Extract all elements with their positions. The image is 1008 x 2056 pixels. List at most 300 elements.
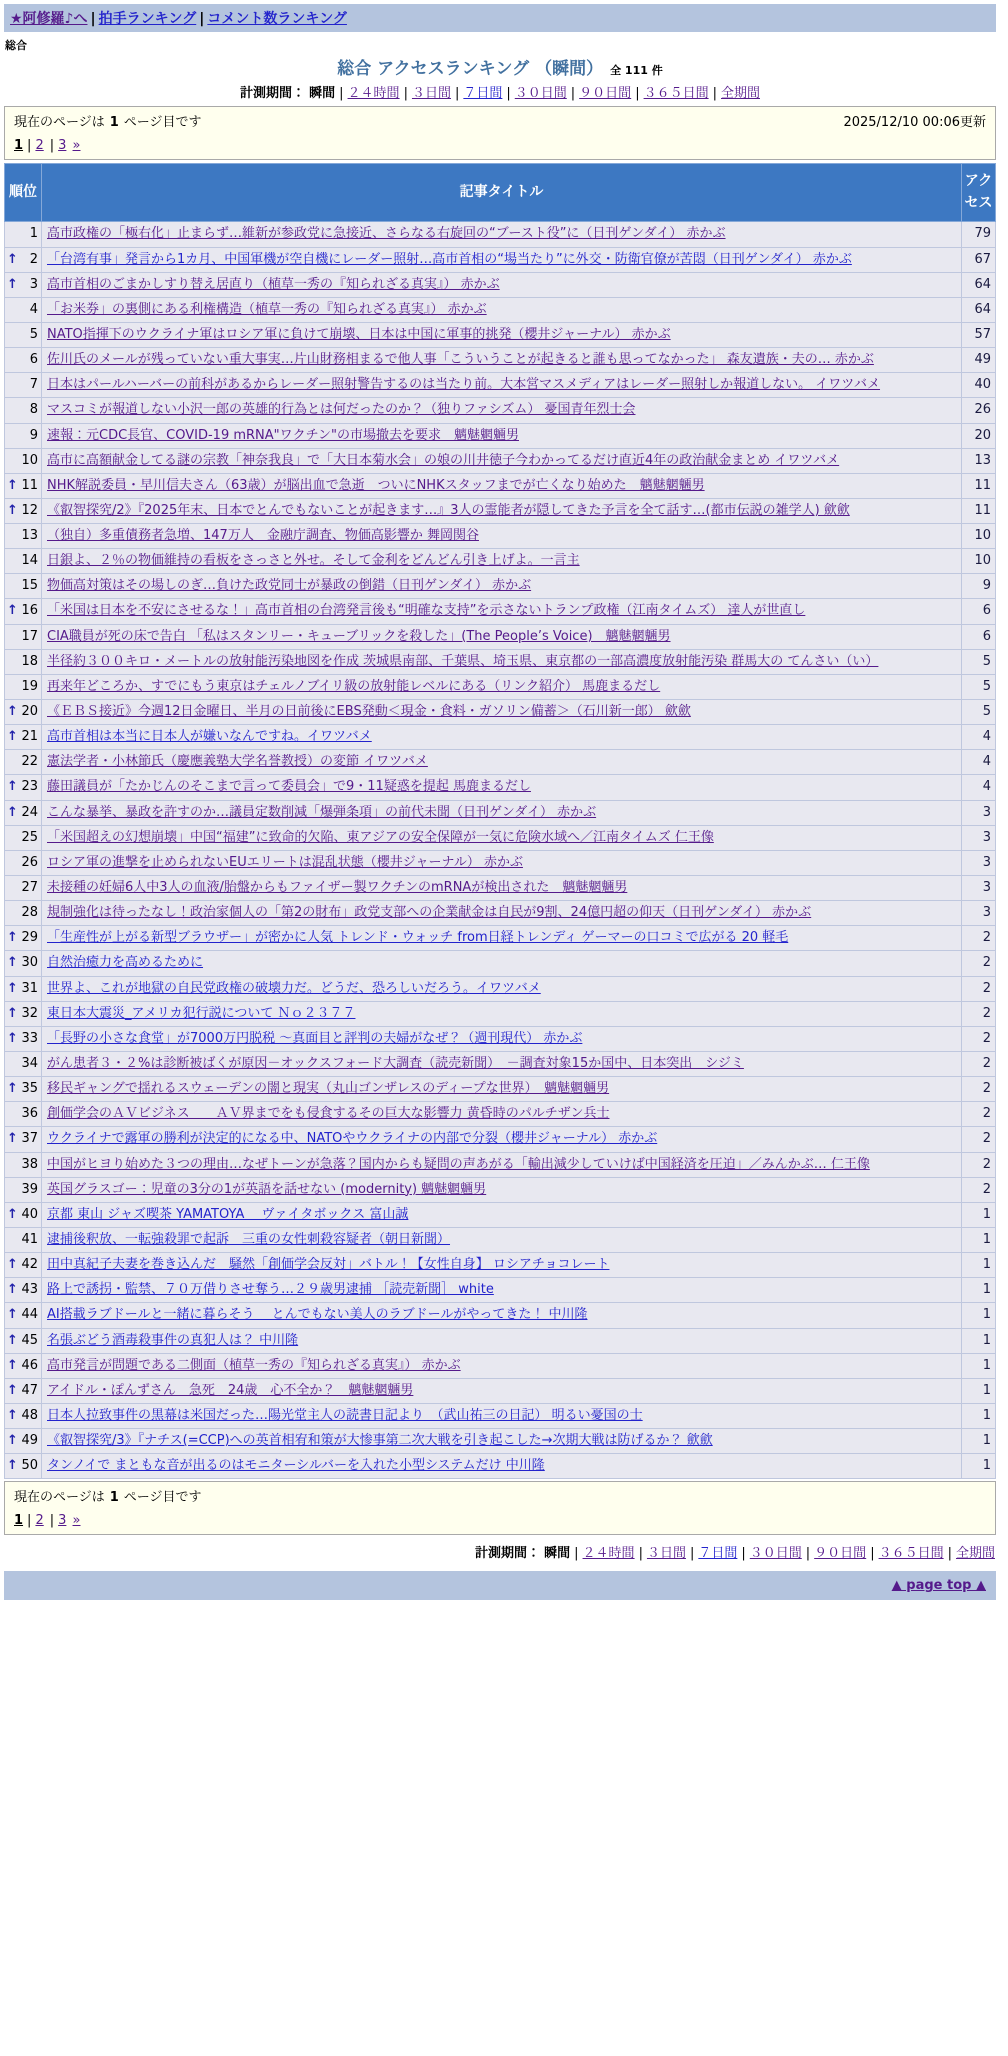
table-row — [5, 700, 996, 725]
access-count: 2 — [962, 976, 996, 1001]
article-title-cell — [42, 247, 962, 272]
page-info-box-bottom — [4, 1481, 996, 1535]
article-link[interactable]: 中国がヒヨり始めた３つの理由…なぜトーンが急落？国内からも疑問の声あがる「輸出減少していけば中国経済を圧迫」／みんかぶ… 仁王像 — [47, 1156, 870, 1172]
article-title-cell — [42, 1253, 962, 1278]
access-count: 13 — [962, 448, 996, 473]
rank-cell: 6 — [5, 348, 42, 373]
rank-cell: 14 — [5, 549, 42, 574]
nav-link-comment-ranking[interactable]: コメント数ランキング — [207, 11, 347, 27]
rank-up-arrow-icon: ↑ — [7, 980, 18, 996]
current-page-number: 1 — [109, 115, 119, 130]
page-title: 総合 アクセスランキング （瞬間） — [337, 59, 604, 79]
table-row — [5, 775, 996, 800]
article-link[interactable]: 《ＥＢＳ接近》今週12日金曜日、半月の日前後にEBS発動＜現金・食料・ガソリン備蓄＞（石川新一郎） 歛歛 — [47, 704, 691, 720]
rank-cell: ↑ 2 — [5, 247, 42, 272]
access-count: 4 — [962, 775, 996, 800]
rank-cell: ↑ 44 — [5, 1303, 42, 1328]
rank-cell: 25 — [5, 825, 42, 850]
table-row — [5, 926, 996, 951]
rank-cell: ↑ 50 — [5, 1454, 42, 1479]
rank-up-arrow-icon: ↑ — [7, 704, 18, 720]
pagination-separator: | — [27, 138, 32, 153]
article-link[interactable]: ウクライナで露軍の勝利が決定的になる中、NATOやウクライナの内部で分裂（櫻井ジャーナル） 赤かぶ — [47, 1131, 658, 1147]
rank-cell: ↑ 3 — [5, 272, 42, 297]
article-title-cell — [42, 297, 962, 322]
article-title-cell — [42, 1202, 962, 1227]
article-title-cell — [42, 976, 962, 1001]
rank-cell: 41 — [5, 1228, 42, 1253]
rank-cell: ↑ 42 — [5, 1253, 42, 1278]
table-row — [5, 674, 996, 699]
access-count: 1 — [962, 1429, 996, 1454]
rank-cell: ↑ 11 — [5, 473, 42, 498]
article-title-cell — [42, 599, 962, 624]
article-title-cell — [42, 1152, 962, 1177]
rank-cell: ↑ 32 — [5, 1001, 42, 1026]
pagination-page-link[interactable]: 3 — [58, 1513, 67, 1529]
access-count: 2 — [962, 1052, 996, 1077]
access-count: 40 — [962, 373, 996, 398]
table-row — [5, 1077, 996, 1102]
rank-up-arrow-icon: ↑ — [7, 251, 18, 267]
article-link[interactable]: 自然治癒力を高めるために — [47, 955, 204, 971]
article-link[interactable]: 「米国は日本を不安にさせるな！」高市首相の台湾発言後も“明確な支持”を示さないトランプ政権（江南タイムズ） 達人が世直し — [47, 603, 806, 619]
period-current: 瞬間 — [309, 86, 336, 101]
ranking-table — [4, 163, 996, 1479]
table-row — [5, 1102, 996, 1127]
period-option-link[interactable]: ９０日間 — [814, 1546, 867, 1562]
rank-cell: ↑ 29 — [5, 926, 42, 951]
article-title-cell — [42, 725, 962, 750]
article-link[interactable]: 「台湾有事」発言から1カ月、中国軍機が空自機にレーダー照射…高市首相の“場当たり”に外交・防衛官僚が苦悶（日刊ゲンダイ） 赤かぶ — [47, 251, 852, 267]
period-separator: | — [506, 86, 511, 101]
article-link[interactable]: がん患者３・２%は診断被ばくが原因－オックスフォード大調査（読売新聞） －調査対象15か国中、日本突出 シジミ — [47, 1056, 744, 1072]
rank-cell: 8 — [5, 398, 42, 423]
access-count: 3 — [962, 850, 996, 875]
pagination-separator: | — [49, 1513, 55, 1529]
rank-up-arrow-icon: ↑ — [7, 1282, 18, 1298]
table-row — [5, 348, 996, 373]
article-link[interactable]: 名張ぶどう酒毒殺事件の真犯人は？ 中川隆 — [47, 1332, 299, 1348]
table-row — [5, 1127, 996, 1152]
rank-up-arrow-icon: ↑ — [7, 1332, 18, 1348]
article-link[interactable]: 創価学会のＡＶビジネス ＡＶ界までをも侵食するその巨大な影響力 黄昏時のパルチザン兵士 — [47, 1106, 610, 1122]
access-count: 6 — [962, 599, 996, 624]
pagination-next-link[interactable]: » — [72, 1513, 81, 1529]
rank-up-arrow-icon: ↑ — [7, 1005, 18, 1021]
rank-up-arrow-icon: ↑ — [7, 1382, 18, 1398]
access-count: 1 — [962, 1278, 996, 1303]
rank-cell: 36 — [5, 1102, 42, 1127]
rank-up-arrow-icon: ↑ — [7, 1257, 18, 1273]
period-option-link[interactable]: ３６５日間 — [878, 1546, 944, 1562]
article-title-cell — [42, 398, 962, 423]
rank-cell: 28 — [5, 901, 42, 926]
rank-up-arrow-icon: ↑ — [7, 276, 18, 292]
rank-cell: ↑ 40 — [5, 1202, 42, 1227]
article-title-cell — [42, 448, 962, 473]
article-link[interactable]: CIA職員が死の床で告白 「私はスタンリー・キューブリックを殺した」(The People’s Voice) 魑魅魍魎男 — [47, 628, 671, 644]
access-count: 2 — [962, 1177, 996, 1202]
article-title-cell — [42, 1228, 962, 1253]
rank-up-arrow-icon: ↑ — [7, 502, 18, 518]
table-row — [5, 825, 996, 850]
access-count: 11 — [962, 498, 996, 523]
article-link[interactable]: こんな暴挙、暴政を許すのか…議員定数削減「爆弾条項」の前代未聞（日刊ゲンダイ） 赤かぶ — [47, 804, 597, 820]
article-link[interactable]: NHK解説委員・早川信夫さん（63歳）が脳出血で急逝 ついにNHKスタッフまでが亡くなり始めた 魑魅魍魎男 — [47, 477, 705, 493]
rank-cell: ↑ 48 — [5, 1403, 42, 1428]
access-count: 2 — [962, 1102, 996, 1127]
rank-up-arrow-icon: ↑ — [7, 729, 18, 745]
rank-cell: ↑ 35 — [5, 1077, 42, 1102]
nav-separator: | — [90, 11, 96, 27]
article-link[interactable]: アイドル・ぽんずさん 急死 24歳 心不全か？ 魑魅魍魎男 — [47, 1382, 414, 1398]
rank-cell: ↑ 37 — [5, 1127, 42, 1152]
article-link[interactable]: 高市に高額献金してる謎の宗教「神奈我良」で「大日本菊水会」の娘の川井徳子今わかってるだけ直近4年の政治献金まとめ イワツバメ — [47, 452, 840, 468]
period-separator: | — [741, 1546, 746, 1562]
article-title-cell — [42, 473, 962, 498]
nav-link-home[interactable]: ★阿修羅♪へ — [10, 11, 88, 27]
rank-cell: ↑ 45 — [5, 1328, 42, 1353]
table-row — [5, 951, 996, 976]
period-option-link[interactable]: ３日間 — [646, 1546, 686, 1562]
article-link[interactable]: 藤田議員が「たかじんのそこまで言って委員会」で9・11疑惑を提起 馬鹿まるだし — [47, 779, 531, 795]
rank-cell: ↑ 20 — [5, 700, 42, 725]
pagination-current-page: 1 — [14, 1513, 24, 1529]
article-title-cell — [42, 272, 962, 297]
period-option-link[interactable]: ３６５日間 — [643, 86, 709, 101]
article-link[interactable]: 日本人拉致事件の黒幕は米国だった…陽光堂主人の読書日記より （武山祐三の日記） 明るい憂国の士 — [47, 1407, 643, 1423]
table-row — [5, 1278, 996, 1303]
article-link[interactable]: 半径約３００キロ・メートルの放射能汚染地図を作成 茨城県南部、千葉県、埼玉県、東京都の一部高濃度放射能汚染 群馬大の てんさい（い） — [47, 653, 879, 669]
table-row — [5, 1228, 996, 1253]
ranking-table-body — [5, 222, 996, 1479]
rank-cell: 4 — [5, 297, 42, 322]
article-title-cell — [42, 1077, 962, 1102]
nav-separator: | — [199, 11, 205, 27]
article-title-cell — [42, 222, 962, 247]
table-row — [5, 272, 996, 297]
table-row — [5, 1052, 996, 1077]
article-link[interactable]: （独自）多重債務者急増、147万人 金融庁調査、物価高影響か 舞岡関谷 — [47, 528, 479, 544]
article-title-cell — [42, 348, 962, 373]
rank-up-arrow-icon: ↑ — [7, 1357, 18, 1373]
article-link[interactable]: 英国グラスゴー：児童の3分の1が英語を話せない (modernity) 魑魅魍魎男 — [47, 1181, 487, 1197]
period-separator: | — [403, 86, 408, 101]
period-separator: | — [805, 1546, 811, 1562]
table-row — [5, 624, 996, 649]
period-option-link[interactable]: ２４時間 — [582, 1546, 635, 1562]
access-count: 2 — [962, 1001, 996, 1026]
period-option-link[interactable]: ３０日間 — [514, 86, 567, 101]
rank-up-arrow-icon: ↑ — [7, 930, 18, 946]
rank-up-arrow-icon: ↑ — [7, 779, 18, 795]
period-separator: | — [870, 1546, 875, 1562]
article-link[interactable]: 憲法学者・小林節氏（慶應義塾大学名誉教授）の変節 イワツバメ — [47, 754, 428, 770]
rank-cell: ↑ 24 — [5, 800, 42, 825]
article-link[interactable]: 未接種の妊婦6人中3人の血液/胎盤からもファイザー製ワクチンのmRNAが検出された 魑魅魍魎男 — [47, 880, 628, 896]
table-row — [5, 1328, 996, 1353]
title-line — [4, 54, 996, 79]
table-row — [5, 297, 996, 322]
article-link[interactable]: 高市首相は本当に日本人が嫌いなんですね。イワツバメ — [47, 729, 372, 745]
access-count: 5 — [962, 674, 996, 699]
page-info-box-top — [4, 106, 996, 160]
rank-cell: ↑ 47 — [5, 1378, 42, 1403]
table-row — [5, 725, 996, 750]
article-link[interactable]: 移民ギャングで揺れるスウェーデンの闇と現実（丸山ゴンザレスのディープな世界） 魑魅魍魎男 — [47, 1081, 610, 1097]
access-column-header: アクセス — [962, 164, 996, 222]
rank-cell: 38 — [5, 1152, 42, 1177]
rank-cell: ↑ 16 — [5, 599, 42, 624]
article-title-cell — [42, 1001, 962, 1026]
table-row — [5, 850, 996, 875]
table-row — [5, 498, 996, 523]
table-header-row — [5, 164, 996, 222]
rank-cell: 18 — [5, 649, 42, 674]
article-title-cell — [42, 1177, 962, 1202]
table-row — [5, 1152, 996, 1177]
article-title-cell — [42, 423, 962, 448]
access-count: 79 — [962, 222, 996, 247]
table-row — [5, 649, 996, 674]
article-link[interactable]: 東日本大震災_アメリカ犯行説について Ｎｏ２３７７ — [47, 1005, 356, 1021]
article-link[interactable]: 日銀よ、２％の物価維持の看板をさっさと外せ。そして金利をどんどん引き上げよ。一言主 — [47, 553, 580, 569]
pagination-separator: | — [49, 138, 55, 153]
article-link[interactable]: 「長野の小さな食堂」が7000万円脱税 〜真面目と評判の夫婦がなぜ？（週刊現代） 赤かぶ — [47, 1030, 583, 1046]
page-top-bar — [4, 1571, 996, 1600]
article-link[interactable]: 路上で誘拐・監禁、７０万借りさせ奪う…２９歳男逮捕 ［読売新聞］ white — [47, 1282, 494, 1298]
rank-up-arrow-icon: ↑ — [7, 1030, 18, 1046]
rank-cell: 9 — [5, 423, 42, 448]
table-row — [5, 1001, 996, 1026]
total-count: 全 111 件 — [610, 64, 663, 77]
table-row — [5, 1177, 996, 1202]
access-count: 11 — [962, 473, 996, 498]
access-count: 4 — [962, 750, 996, 775]
access-count: 10 — [962, 549, 996, 574]
table-row — [5, 1202, 996, 1227]
top-nav-bar — [4, 4, 996, 32]
period-label: 計測期間： — [474, 1546, 540, 1562]
article-link[interactable]: 規制強化は待ったなし！政治家個人の「第2の財布」政党支部への企業献金は自民が9割、24億円超の仰天（日刊ゲンダイ） 赤かぶ — [47, 905, 812, 921]
table-row — [5, 1378, 996, 1403]
article-title-cell — [42, 1378, 962, 1403]
access-count: 2 — [962, 1127, 996, 1152]
article-title-cell — [42, 524, 962, 549]
table-row — [5, 247, 996, 272]
article-link[interactable]: 「お米券」の裏側にある利権構造（植草一秀の『知られざる真実』） 赤かぶ — [47, 301, 487, 317]
access-count: 3 — [962, 800, 996, 825]
rank-cell: 26 — [5, 850, 42, 875]
period-current: 瞬間 — [544, 1546, 571, 1562]
access-count: 9 — [962, 574, 996, 599]
article-link[interactable]: 佐川氏のメールが残っていない重大事実…片山財務相まるで他人事「こういうことが起きると誰も思ってなかった」 森友遺族・夫の… 赤かぶ — [47, 352, 874, 368]
article-link[interactable]: 高市発言が問題である二側面（植草一秀の『知られざる真実』） 赤かぶ — [47, 1357, 461, 1373]
pagination-separator: | — [27, 1513, 32, 1529]
table-row — [5, 398, 996, 423]
table-row — [5, 524, 996, 549]
pagination-top — [14, 138, 986, 153]
article-title-cell — [42, 373, 962, 398]
rank-cell: 22 — [5, 750, 42, 775]
article-title-cell — [42, 1454, 962, 1479]
period-option-link[interactable]: ７日間 — [463, 86, 503, 101]
table-row — [5, 599, 996, 624]
access-count: 6 — [962, 624, 996, 649]
article-link[interactable]: 世界よ、これが地獄の自民党政権の破壊力だ。どうだ、恐ろしいだろう。イワツバメ — [47, 980, 541, 996]
article-link[interactable]: 「米国超えの幻想崩壊」中国“福建”に致命的欠陥、東アジアの安全保障が一気に危険水域へ／江南タイムズ 仁王像 — [47, 829, 714, 845]
current-page-number: 1 — [109, 1490, 119, 1506]
rank-cell: ↑ 21 — [5, 725, 42, 750]
access-count: 26 — [962, 398, 996, 423]
article-title-cell — [42, 1278, 962, 1303]
article-link[interactable]: 逮捕後釈放、一転強殺罪で起訴 三重の女性刺殺容疑者（朝日新聞） — [47, 1232, 451, 1247]
article-title-cell — [42, 649, 962, 674]
article-link[interactable]: 日本はパールハーバーの前科があるからレーダー照射警告するのは当たり前。大本営マスメディアはレーダー照射しか報道しない。 イワツバメ — [47, 377, 881, 393]
access-count: 1 — [962, 1303, 996, 1328]
article-title-cell — [42, 825, 962, 850]
rank-cell: ↑ 23 — [5, 775, 42, 800]
period-label: 計測期間： — [239, 86, 305, 101]
period-option-link[interactable]: ２４時間 — [347, 86, 400, 101]
period-separator: | — [339, 86, 344, 101]
table-row — [5, 1403, 996, 1428]
rank-up-arrow-icon: ↑ — [7, 1081, 18, 1097]
pagination-page-link[interactable]: 2 — [35, 138, 44, 153]
rank-cell: 5 — [5, 322, 42, 347]
page-position-text: 現在のページは 1 ページ目です — [14, 1490, 202, 1506]
article-title-cell — [42, 1429, 962, 1454]
nav-link-clap-ranking[interactable]: 拍手ランキング — [98, 11, 197, 27]
period-option-link[interactable]: ３０日間 — [749, 1546, 802, 1562]
table-row — [5, 549, 996, 574]
article-link[interactable]: 再来年どころか、すでにもう東京はチェルノブイリ級の放射能レベルにある（リンク紹介） 馬鹿まるだし — [47, 678, 661, 694]
article-link[interactable]: AI搭載ラブドールと一緒に暮らそう ＿とんでもない美人のラブドールがやってきた！ 中川隆 — [47, 1307, 588, 1323]
table-row — [5, 876, 996, 901]
period-separator: | — [570, 86, 576, 101]
article-link[interactable]: 高市首相のごまかしすり替え居直り（植草一秀の『知られざる真実』） 赤かぶ — [47, 276, 500, 292]
table-row — [5, 423, 996, 448]
article-link[interactable]: 《叡智探究/3》『ナチス(=CCP)への英首相宥和策が大惨事第二次大戦を引き起こした→次期大戦は防げるか？ 歛歛 — [47, 1433, 713, 1449]
rank-cell: 27 — [5, 876, 42, 901]
period-option-link[interactable]: ９０日間 — [579, 86, 632, 101]
rank-cell: 19 — [5, 674, 42, 699]
access-count: 1 — [962, 1202, 996, 1227]
table-row — [5, 1026, 996, 1051]
pagination-page-link[interactable]: 3 — [58, 138, 67, 153]
period-separator: | — [454, 86, 460, 101]
rank-cell: ↑ 30 — [5, 951, 42, 976]
article-link[interactable]: タンノイで まともな音が出るのはモニターシルバーを入れた小型システムだけ 中川隆 — [47, 1458, 545, 1474]
rank-up-arrow-icon: ↑ — [7, 955, 18, 971]
rank-cell: 17 — [5, 624, 42, 649]
table-row — [5, 1253, 996, 1278]
period-separator: | — [947, 1546, 952, 1562]
article-link[interactable]: 田中真紀子夫妻を巻き込んだ 騒然「創価学会反対」バトル！【女性自身】 ロシアチョコレート — [47, 1257, 610, 1273]
access-count: 64 — [962, 272, 996, 297]
access-count: 10 — [962, 524, 996, 549]
article-link[interactable]: マスコミが報道しない小沢一郎の英雄的行為とは何だったのか？（独りファシズム） 憂国青年烈士会 — [47, 402, 636, 418]
title-column-header: 記事タイトル — [42, 164, 962, 222]
access-count: 1 — [962, 1353, 996, 1378]
article-title-cell — [42, 951, 962, 976]
table-row — [5, 574, 996, 599]
article-link[interactable]: 物価高対策はその場しのぎ…負けた政党同士が暴政の倒錯（日刊ゲンダイ） 赤かぶ — [47, 578, 532, 594]
pagination-page-link[interactable]: 2 — [35, 1513, 44, 1529]
article-title-cell — [42, 700, 962, 725]
article-link[interactable]: 高市政権の「極右化」止まらず…維新が参政党に急接近、さらなる右旋回の“ブースト役”に（日刊ゲンダイ） 赤かぶ — [47, 226, 726, 242]
rank-cell: ↑ 33 — [5, 1026, 42, 1051]
period-option-link[interactable]: 全期間 — [955, 1546, 995, 1562]
period-selector-top — [4, 82, 996, 101]
table-row — [5, 1454, 996, 1479]
article-link[interactable]: NATO指揮下のウクライナ軍はロシア軍に負けて崩壊、日本は中国に軍事的挑発（櫻井ジャーナル） 赤かぶ — [47, 326, 671, 342]
rank-up-arrow-icon: ↑ — [7, 1458, 18, 1474]
article-title-cell — [42, 574, 962, 599]
table-row — [5, 448, 996, 473]
pagination-next-link[interactable]: » — [72, 138, 81, 153]
period-separator: | — [638, 1546, 643, 1562]
access-count: 5 — [962, 700, 996, 725]
table-row — [5, 1303, 996, 1328]
access-count: 2 — [962, 926, 996, 951]
table-row — [5, 1353, 996, 1378]
article-title-cell — [42, 1403, 962, 1428]
rank-cell: 15 — [5, 574, 42, 599]
rank-cell: 34 — [5, 1052, 42, 1077]
access-count: 20 — [962, 423, 996, 448]
article-link[interactable]: ロシア軍の進撃を止められないEUエリートは混乱状態（櫻井ジャーナル） 赤かぶ — [47, 854, 523, 870]
period-option-link[interactable]: 全期間 — [720, 86, 760, 101]
article-title-cell — [42, 876, 962, 901]
rank-up-arrow-icon: ↑ — [7, 804, 18, 820]
period-option-link[interactable]: ７日間 — [698, 1546, 738, 1562]
rank-up-arrow-icon: ↑ — [7, 1206, 18, 1222]
access-count: 5 — [962, 649, 996, 674]
rank-up-arrow-icon: ↑ — [7, 603, 18, 619]
article-link[interactable]: 《叡智探究/2》『2025年末、日本でとんでもないことが起きます…』3人の霊能者が隠してきた予言を全て話す…(都市伝説の雑学人) 歛歛 — [47, 502, 850, 518]
article-link[interactable]: 京都 東山 ジャズ喫茶 YAMATOYA ＿ヴァイタボックス 富山誠 — [47, 1206, 409, 1222]
rank-cell: 10 — [5, 448, 42, 473]
table-row — [5, 373, 996, 398]
page-position-text: 現在のページは 1 ページ目です — [14, 115, 202, 130]
access-count: 2 — [962, 951, 996, 976]
access-count: 2 — [962, 1026, 996, 1051]
article-title-cell — [42, 750, 962, 775]
period-option-link[interactable]: ３日間 — [411, 86, 451, 101]
rank-cell: ↑ 46 — [5, 1353, 42, 1378]
article-title-cell — [42, 674, 962, 699]
rank-cell: 13 — [5, 524, 42, 549]
page-top-link[interactable]: ▲ page top ▲ — [891, 1578, 986, 1594]
period-separator: | — [689, 1546, 695, 1562]
rank-cell: ↑ 31 — [5, 976, 42, 1001]
article-link[interactable]: 「生産性が上がる新型ブラウザー」が密かに人気 トレンド・ウォッチ from日経トレンディ ゲーマーの口コミで広がる 20 軽毛 — [47, 930, 789, 946]
article-title-cell — [42, 1303, 962, 1328]
access-count: 1 — [962, 1403, 996, 1428]
rank-up-arrow-icon: ↑ — [7, 1307, 18, 1323]
rank-cell: ↑ 49 — [5, 1429, 42, 1454]
article-title-cell — [42, 775, 962, 800]
access-count: 3 — [962, 876, 996, 901]
article-link[interactable]: 速報：元CDC長官、COVID-19 mRNA"ワクチン"の市場撤去を要求 魑魅魍魎男 — [47, 427, 519, 443]
rank-up-arrow-icon: ↑ — [7, 1433, 18, 1449]
updated-timestamp: 2025/12/10 00:06更新 — [843, 115, 986, 130]
rank-up-arrow-icon: ↑ — [7, 1131, 18, 1147]
pagination-current-page: 1 — [14, 138, 24, 153]
access-count: 67 — [962, 247, 996, 272]
